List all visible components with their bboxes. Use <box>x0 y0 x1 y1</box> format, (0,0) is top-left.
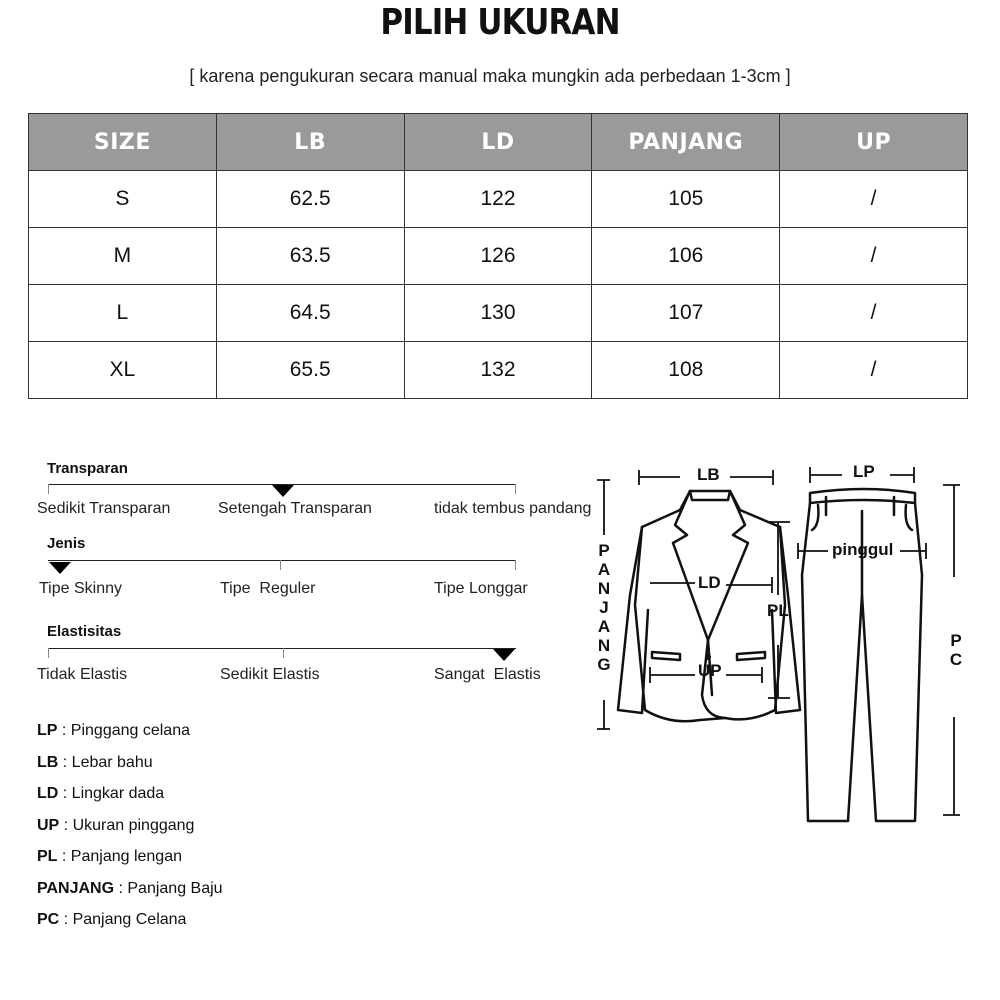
legend-desc: : Ukuran pinggang <box>59 816 195 834</box>
table-header-row <box>29 114 968 171</box>
size-table <box>28 113 968 399</box>
legend-item <box>37 848 223 880</box>
label-up: UP <box>698 661 722 680</box>
legend-abbr: LD <box>37 785 59 802</box>
legend-desc: : Pinggang celana <box>57 722 190 739</box>
label-pinggul: pinggul <box>832 540 894 559</box>
legend-item <box>37 817 223 849</box>
scale-option: tidak tembus pandang <box>434 500 592 517</box>
scale-bar <box>48 560 516 561</box>
column-header-lb: LB <box>216 114 404 171</box>
cell-ld: 132 <box>404 342 592 399</box>
letter: N <box>597 579 611 598</box>
label-pl: PL <box>767 601 789 620</box>
scale-option-selected: Sangat Elastis <box>434 666 541 683</box>
scale-option: Tipe Longgar <box>434 580 528 597</box>
scale-tick <box>48 648 49 658</box>
table-row <box>29 342 968 399</box>
label-pc-vertical <box>946 631 966 669</box>
legend-abbr: PC <box>37 911 60 928</box>
legend-desc: : Panjang Celana <box>59 911 187 928</box>
column-header-size: SIZE <box>29 114 217 171</box>
letter: P <box>950 631 962 650</box>
cell-ld: 130 <box>404 285 592 342</box>
cell-up: / <box>780 171 968 228</box>
legend-desc: : Panjang Baju <box>114 879 223 897</box>
scale-option: Sedikit Transparan <box>37 500 171 517</box>
measurement-diagram <box>590 455 1000 955</box>
cell-lb: 64.5 <box>216 285 404 342</box>
scale-tick <box>48 484 49 494</box>
letter: A <box>597 560 611 579</box>
cell-size: XL <box>29 342 217 399</box>
cell-size: L <box>29 285 217 342</box>
scale-tick <box>515 484 516 494</box>
suit-illustration-icon <box>590 455 1000 955</box>
letter: A <box>597 617 611 636</box>
letter: P <box>598 541 610 560</box>
scale-bar <box>48 648 516 649</box>
legend-desc: : Lebar bahu <box>58 753 153 771</box>
cell-ld: 126 <box>404 228 592 285</box>
letter: J <box>599 598 609 617</box>
letter: G <box>597 655 611 674</box>
scale-option: Sedikit Elastis <box>220 666 320 683</box>
legend-abbr: UP <box>37 816 60 834</box>
scale-option: Tipe Reguler <box>220 580 316 597</box>
legend-abbr: PL <box>37 848 58 865</box>
legend-item <box>37 722 223 754</box>
letter: N <box>597 636 611 655</box>
selected-marker-icon <box>49 562 71 574</box>
label-lp: LP <box>853 462 875 481</box>
label-lb: LB <box>697 465 720 484</box>
cell-size: M <box>29 228 217 285</box>
cell-lb: 63.5 <box>216 228 404 285</box>
page-subtitle: [ karena pengukuran secara manual maka mungkin ada perbedaan 1-3cm ] <box>189 66 791 86</box>
legend-abbr: LP <box>37 722 58 739</box>
cell-lb: 62.5 <box>216 171 404 228</box>
legend-abbr: LB <box>37 753 59 771</box>
label-ld: LD <box>698 573 721 592</box>
legend-item <box>37 754 223 786</box>
scale-option-selected: Setengah Transparan <box>218 500 372 517</box>
cell-panjang: 108 <box>592 342 780 399</box>
column-header-panjang: PANJANG <box>592 114 780 171</box>
scale-heading: Jenis <box>47 535 86 552</box>
cell-panjang: 105 <box>592 171 780 228</box>
legend-item <box>37 880 223 912</box>
cell-up: / <box>780 285 968 342</box>
column-header-ld: LD <box>404 114 592 171</box>
legend-desc: : Lingkar dada <box>58 785 165 802</box>
cell-up: / <box>780 342 968 399</box>
cell-ld: 122 <box>404 171 592 228</box>
letter: C <box>949 650 963 669</box>
table-row <box>29 228 968 285</box>
label-panjang-vertical <box>594 541 614 674</box>
scale-tick <box>515 560 516 570</box>
legend-desc: : Panjang lengan <box>57 848 182 865</box>
table-row <box>29 171 968 228</box>
selected-marker-icon <box>272 485 294 497</box>
scale-heading: Transparan <box>47 460 128 477</box>
cell-lb: 65.5 <box>216 342 404 399</box>
scale-heading: Elastisitas <box>47 623 122 640</box>
abbreviation-legend <box>37 722 223 943</box>
scale-option-selected: Tipe Skinny <box>39 580 122 597</box>
cell-size: S <box>29 171 217 228</box>
cell-panjang: 107 <box>592 285 780 342</box>
table-row <box>29 285 968 342</box>
column-header-up: UP <box>780 114 968 171</box>
scale-tick <box>280 560 281 570</box>
legend-item <box>37 785 223 817</box>
selected-marker-icon <box>493 649 515 661</box>
scale-option: Tidak Elastis <box>37 666 128 683</box>
cell-up: / <box>780 228 968 285</box>
cell-panjang: 106 <box>592 228 780 285</box>
legend-abbr: PANJANG <box>37 879 115 897</box>
legend-item <box>37 911 223 943</box>
page-title: PILIH UKURAN <box>380 2 620 43</box>
scale-tick <box>283 648 284 658</box>
